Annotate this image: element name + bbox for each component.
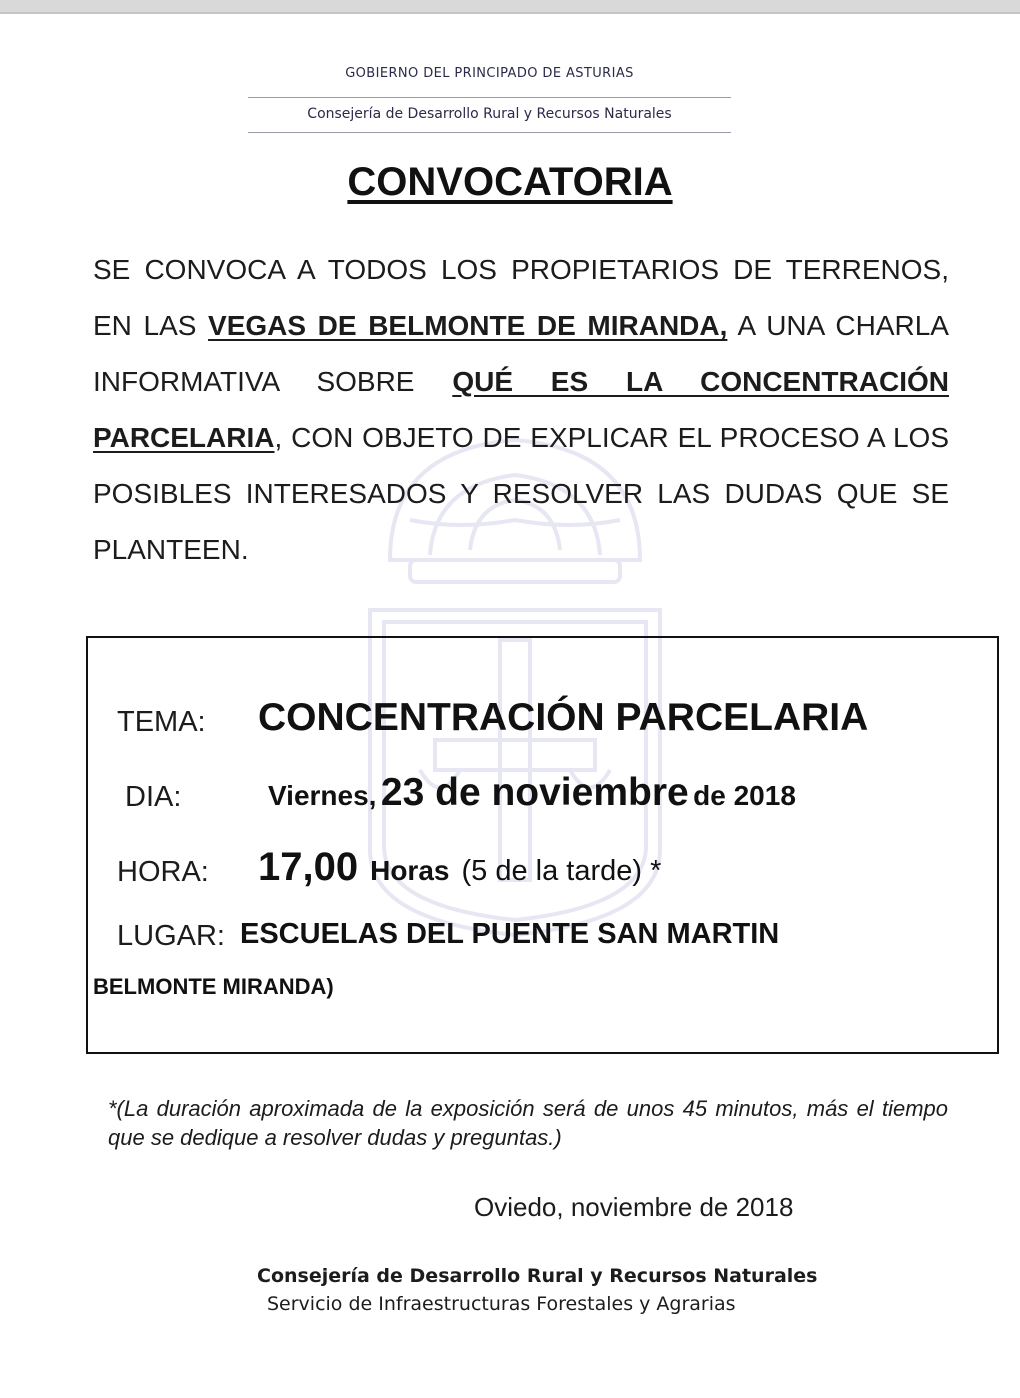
lugar-value: ESCUELAS DEL PUENTE SAN MARTIN [240, 918, 780, 950]
viewer-top-bar [0, 0, 1020, 14]
dia-label: DIA: [125, 781, 182, 813]
lugar-label: LUGAR: [117, 920, 225, 952]
header-department: Consejería de Desarrollo Rural y Recursos Naturales [307, 106, 672, 122]
hora-label: HORA: [117, 856, 209, 888]
header-government: GOBIERNO DEL PRINCIPADO DE ASTURIAS [345, 66, 634, 81]
intro-paragraph [93, 242, 949, 578]
place-and-date: Oviedo, noviembre de 2018 [474, 1192, 794, 1222]
hora-note: (5 de la tarde) * [461, 855, 662, 887]
dia-year: de 2018 [693, 780, 796, 811]
dia-value [268, 771, 796, 815]
header-divider-top [248, 97, 731, 98]
intro-place: VEGAS DE BELMONTE DE MIRANDA, [208, 310, 728, 341]
tema-value: CONCENTRACIÓN PARCELARIA [258, 696, 869, 739]
intro-text-1: SE CONVOCA A TODOS LOS PROPIETARIOS DE TERRENOS, EN LAS [93, 254, 949, 341]
document-title: CONVOCATORIA [347, 160, 673, 204]
intro-text-3: , CON OBJETO DE EXPLICAR EL PROCESO A LOS POSIBLES INTERESADOS Y RESOLVER LAS DUDAS QUE SE PLANTEEN. [93, 422, 949, 565]
hora-time: 17,00 [258, 845, 359, 889]
hora-unit: Horas [370, 855, 450, 886]
hora-value [258, 845, 661, 890]
intro-text-2: A UNA CHARLA INFORMATIVA SOBRE [93, 310, 949, 397]
tema-label: TEMA: [117, 706, 206, 738]
header-divider-bottom [248, 132, 731, 133]
signature-service: Servicio de Infraestructuras Forestales y Agrarias [267, 1293, 736, 1315]
dia-date: 23 de noviembre [380, 771, 689, 814]
duration-footnote: *(La duración aproximada de la exposición será de unos 45 minutos, más el tiempo que se dedique a resolver dudas y preguntas.) [108, 1096, 948, 1150]
lugar-continuation: BELMONTE MIRANDA) [93, 974, 334, 999]
intro-topic: QUÉ ES LA CONCENTRACIÓN PARCELARIA [93, 366, 949, 453]
dia-weekday: Viernes, [268, 780, 377, 811]
signature-department: Consejería de Desarrollo Rural y Recursos Naturales [257, 1265, 818, 1287]
